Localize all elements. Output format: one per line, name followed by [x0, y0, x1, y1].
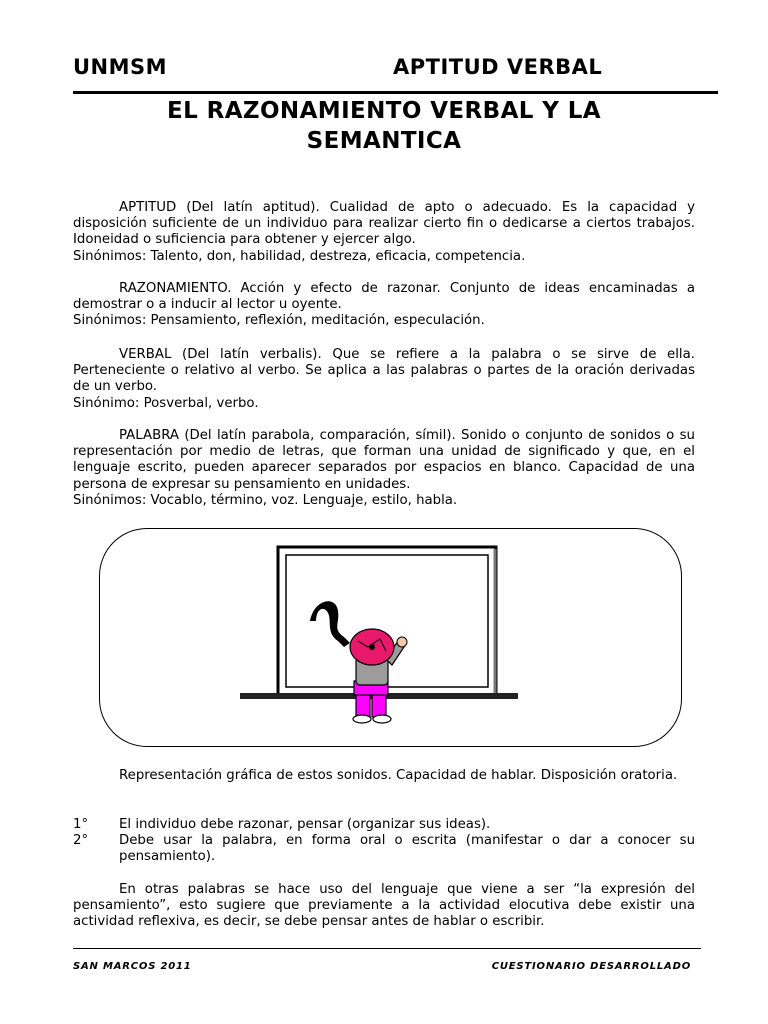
closing-paragraph: [73, 882, 695, 931]
definition-synonyms: Sinónimos: Pensamiento, reflexión, meditación, especulación.: [73, 313, 485, 329]
definition-aptitud: [73, 200, 695, 265]
definition-text: . Acción y efecto de razonar. Conjunto de ideas encaminadas a demostrar o a inducir al lector u oyente.: [73, 281, 695, 313]
definition-text: (Del latín aptitud). Cualidad de apto o adecuado. Es la capacidad y disposición suficiente de un individuo para realizar cierto fin o dedicarse a ciertos trabajos. Idoneidad o suficiencia para obtener y ejercer algo.: [73, 200, 695, 248]
definition-palabra: [73, 428, 695, 509]
definition-term: VERBAL: [119, 347, 172, 362]
definition-synonyms: Sinónimo: Posverbal, verbo.: [73, 395, 259, 411]
list-item-number: 1°: [73, 817, 89, 832]
definition-paragraph: [73, 200, 695, 249]
definition-razonamiento: [73, 281, 695, 330]
closing-text: En otras palabras se hace uso del lenguaje que viene a ser “la expresión del pensamiento”, esto sugiere que previamente a la actividad elocutiva debe existir una actividad reflexiva, es decir, se debe pensar antes de hablar o escribir.: [73, 882, 695, 930]
definition-paragraph: [73, 281, 695, 313]
header-subject: APTITUD VERBAL: [393, 55, 603, 79]
header-institution: UNMSM: [73, 55, 168, 79]
definition-synonyms: Sinónimos: Talento, don, habilidad, destreza, eficacia, competencia.: [73, 248, 526, 264]
representation-text: Representación gráfica de estos sonidos. Capacidad de hablar. Disposición oratoria.: [119, 768, 678, 783]
list-item-number: 2°: [73, 833, 89, 849]
document-title: [73, 96, 695, 156]
definition-text: (Del latín verbalis). Que se refiere a la palabra o se sirve de ella. Perteneciente o relativo al verbo. Se aplica a las palabras o partes de la oración derivadas de un verbo.: [73, 347, 695, 395]
list-item: [73, 817, 695, 833]
definition-term: RAZONAMIENTO: [119, 281, 228, 296]
definition-paragraph: [73, 347, 695, 396]
steps-list: [73, 817, 695, 866]
footer-left: SAN MARCOS 2011: [73, 961, 192, 972]
title-line-1: EL RAZONAMIENTO VERBAL Y LA: [167, 98, 601, 124]
list-item-text: Debe usar la palabra, en forma oral o escrita (manifestar o dar a conocer su pensamiento).: [119, 833, 695, 865]
page-footer: [73, 948, 701, 972]
page-header: [73, 55, 718, 94]
title-line-2: SEMANTICA: [306, 128, 462, 154]
definition-verbal: [73, 347, 695, 412]
representation-paragraph: [73, 768, 695, 784]
footer-right: CUESTIONARIO DESARROLLADO: [491, 961, 691, 972]
definition-paragraph: [73, 428, 695, 493]
definition-synonyms: Sinónimos: Vocablo, término, voz. Lenguaje, estilo, habla.: [73, 492, 458, 508]
illustration-frame: [99, 528, 682, 747]
definition-text: (Del latín parabola, comparación, símil). Sonido o conjunto de sonidos o su representación por medio de letras, que forman una unidad de significado y que, en el lenguaje escrito, pueden aparecer separados por espacios en blanco. Capacidad de una persona de expresar su pensamiento en unidades.: [73, 428, 695, 492]
list-item-text: El individuo debe razonar, pensar (organizar sus ideas).: [119, 817, 491, 832]
thinking-child-illustration: [100, 529, 683, 748]
definition-term: APTITUD: [119, 200, 177, 215]
list-item: [73, 833, 695, 865]
definition-term: PALABRA: [119, 428, 179, 443]
